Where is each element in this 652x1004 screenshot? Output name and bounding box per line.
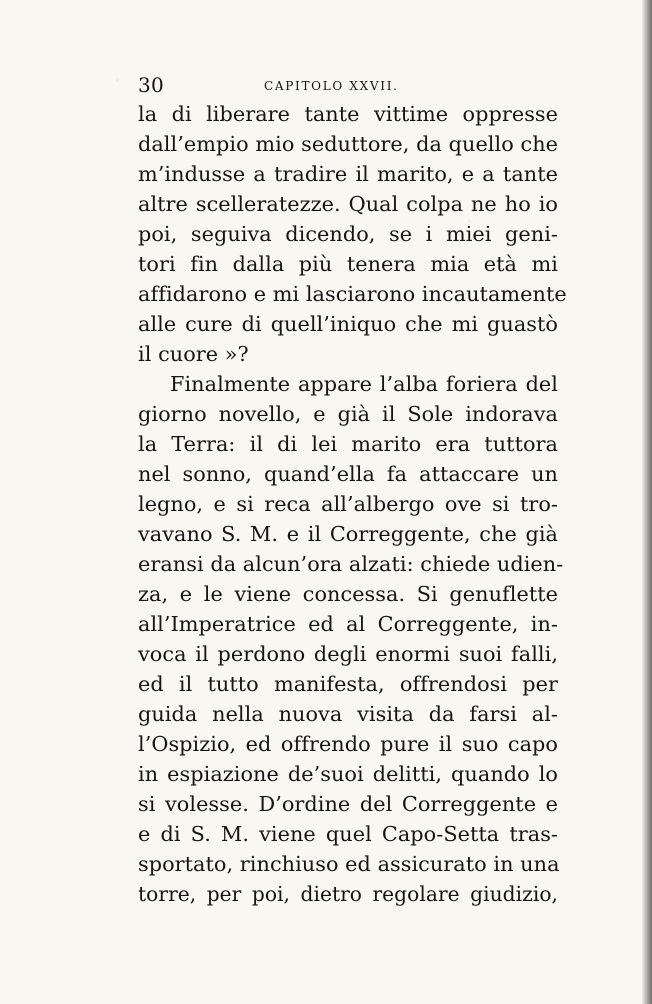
text-line-25: e di S. M. viene quel Capo-Setta tras-	[138, 822, 558, 846]
text-line-16: eransi da alcun’ora alzati: chiede udien-	[138, 552, 564, 576]
text-line-7: affidarono e mi lasciarono incautamente	[138, 282, 567, 306]
text-line-13: nel sonno, quand’ella fa attaccare un	[138, 462, 558, 486]
text-line-27: torre, per poi, dietro regolare giudizio,	[138, 882, 558, 906]
text-line-4: altre scelleratezze. Qual colpa ne ho io	[138, 192, 558, 216]
text-line-17: za, e le viene concessa. Si genuflette	[138, 582, 558, 606]
text-line-22: l’Ospizio, ed offrendo pure il suo capo	[138, 732, 558, 756]
text-line-3: m’indusse a tradire il marito, e a tante	[138, 162, 558, 186]
text-line-21: guida nella nuova visita da farsi al-	[138, 702, 558, 726]
text-line-11: giorno novello, e già il Sole indorava	[138, 402, 558, 426]
page-header	[138, 73, 568, 98]
text-line-26: sportato, rinchiuso ed assicurato in una	[138, 852, 560, 876]
chapter-running-head: CAPITOLO XXVII.	[264, 79, 399, 93]
page-text-block	[138, 99, 567, 909]
text-line-1: la di liberare tante vittime oppresse	[138, 102, 558, 126]
text-line-23: in espiazione de’suoi delitti, quando lo	[138, 762, 558, 786]
text-line-8: alle cure di quell’iniquo che mi guastò	[138, 312, 558, 336]
text-line-15: vavano S. M. e il Correggente, che già	[138, 522, 558, 546]
paragraph-start-line: Finalmente appare l’alba foriera del	[170, 372, 558, 396]
text-line-24: si volesse. D’ordine del Correggente e	[138, 792, 558, 816]
text-line-14: legno, e si reca all’albergo ove si tro-	[138, 492, 558, 516]
text-line-5: poi, seguiva dicendo, se i miei geni-	[138, 222, 558, 246]
text-line-20: ed il tutto manifesta, offrendosi per	[138, 672, 558, 696]
page-edge-shadow	[642, 0, 652, 1004]
text-line-18: all’Imperatrice ed al Correggente, in-	[138, 612, 558, 636]
text-line-2: dall’empio mio seduttore, da quello che	[138, 132, 558, 156]
text-line-19: voca il perdono degli enormi suoi falli,	[138, 642, 558, 666]
page-number: 30	[138, 73, 165, 97]
text-line-12: la Terra: il di lei marito era tuttora	[138, 432, 558, 456]
text-line-9: il cuore »?	[138, 342, 249, 366]
text-line-6: tori fin dalla più tenera mia età mi	[138, 252, 558, 276]
